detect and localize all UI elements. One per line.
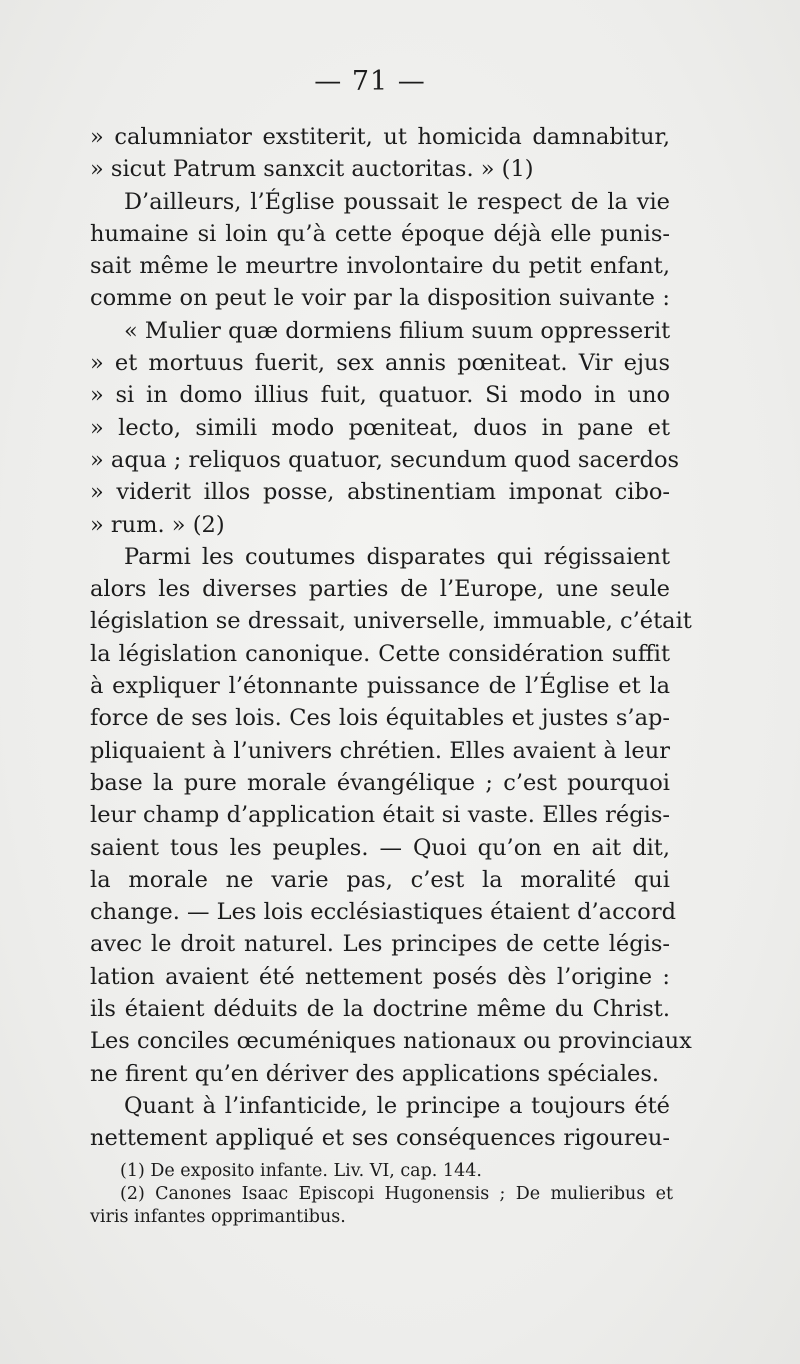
text-line: législation se dressait, universelle, immuable, c’était xyxy=(90,608,692,635)
text-line: » viderit illos posse, abstinentiam imponat cibo- xyxy=(90,479,670,506)
footnote-line: viris infantes opprimantibus. xyxy=(90,1207,346,1227)
text-line: change. — Les lois ecclésiastiques étaient d’accord xyxy=(90,899,676,926)
text-line: la morale ne varie pas, c’est la moralité qui xyxy=(90,866,670,893)
text-line: lation avaient été nettement posés dès l’origine : xyxy=(90,963,670,990)
text-line: » aqua ; reliquos quatuor, secundum quod sacerdos xyxy=(90,446,680,473)
text-line: » lecto, simili modo pœniteat, duos in pane et xyxy=(90,414,670,441)
text-line: « Mulier quæ dormiens filium suum oppresserit xyxy=(124,317,671,344)
text-line: leur champ d’application était si vaste. Elles régis- xyxy=(90,802,670,829)
text-line: » et mortuus fuerit, sex annis pœniteat. Vir ejus xyxy=(90,350,670,377)
text-line: » si in domo illius fuit, quatuor. Si modo in uno xyxy=(90,382,670,409)
footnotes xyxy=(90,1160,673,1229)
text-line: la législation canonique. Cette considération suffit xyxy=(90,640,670,667)
page-number: — 71 — xyxy=(314,66,426,97)
footnote-line: (1) De exposito infante. Liv. VI, cap. 144. xyxy=(120,1161,482,1181)
text-line: saient tous les peuples. — Quoi qu’on en ait dit, xyxy=(90,834,670,861)
text-line: force de ses lois. Ces lois équitables et justes s’ap- xyxy=(90,705,670,732)
body-text xyxy=(90,121,692,1155)
text-line: comme on peut le voir par la disposition suivante : xyxy=(90,285,670,312)
text-line: Parmi les coutumes disparates qui régissaient xyxy=(124,543,670,570)
text-line: Quant à l’infanticide, le principe a toujours été xyxy=(124,1092,670,1119)
text-line: » sicut Patrum sanxcit auctoritas. » (1) xyxy=(90,156,534,183)
text-line: nettement appliqué et ses conséquences rigoureu- xyxy=(90,1125,670,1152)
text-line: » calumniator exstiterit, ut homicida damnabitur, xyxy=(90,124,670,150)
text-line: Les conciles œcuméniques nationaux ou provinciaux xyxy=(90,1028,692,1055)
text-line: à expliquer l’étonnante puissance de l’Église et la xyxy=(90,673,670,700)
text-line: avec le droit naturel. Les principes de cette légis- xyxy=(90,931,670,958)
text-line: ne firent qu’en dériver des applications spéciales. xyxy=(90,1060,660,1087)
text-line: » rum. » (2) xyxy=(90,511,225,538)
text-line: humaine si loin qu’à cette époque déjà elle punis- xyxy=(90,220,670,247)
text-line: base la pure morale évangélique ; c’est pourquoi xyxy=(90,769,670,796)
text-line: pliquaient à l’univers chrétien. Elles avaient à leur xyxy=(90,737,670,764)
footnote-line: (2) Canones Isaac Episcopi Hugonensis ; De mulieribus et xyxy=(120,1184,673,1204)
text-line: alors les diverses parties de l’Europe, une seule xyxy=(90,576,670,603)
text-line: D’ailleurs, l’Église poussait le respect de la vie xyxy=(124,188,670,215)
text-line: sait même le meurtre involontaire du petit enfant, xyxy=(90,253,670,280)
text-line: ils étaient déduits de la doctrine même du Christ. xyxy=(90,996,670,1023)
